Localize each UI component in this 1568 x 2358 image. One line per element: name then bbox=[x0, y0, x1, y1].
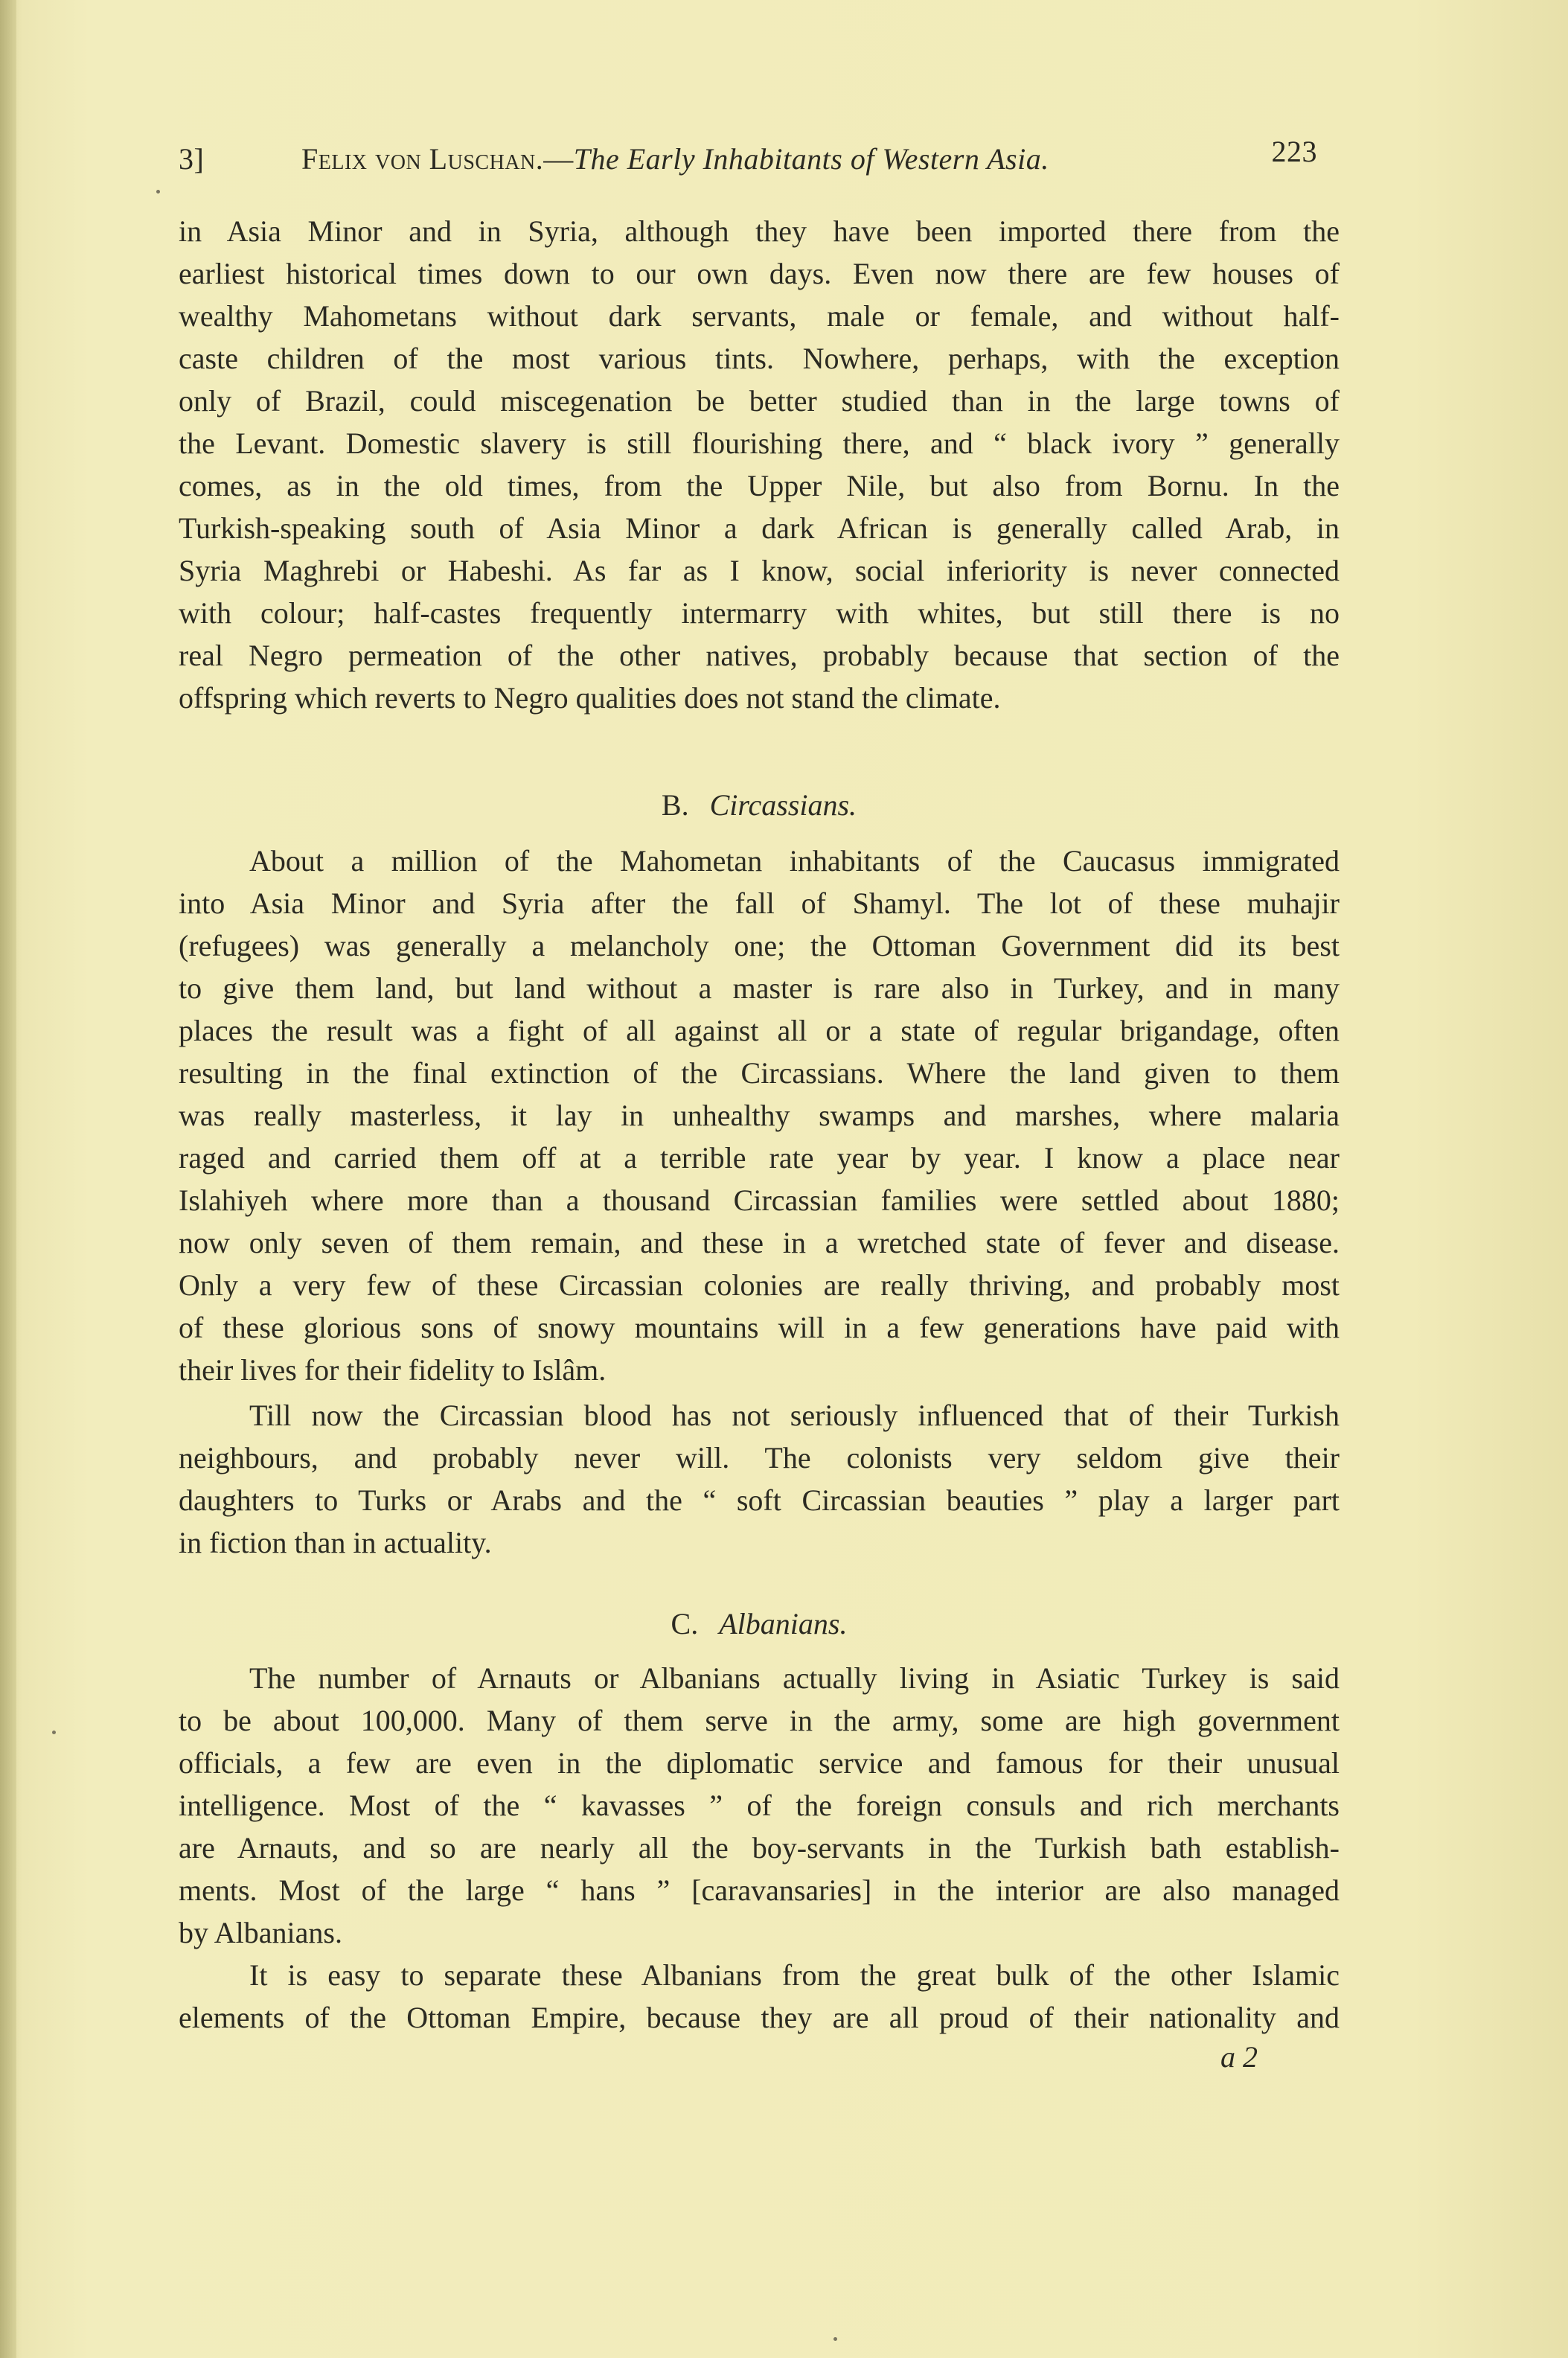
text-line: was really masterless, it lay in unhealthy swamps and marshes, where malaria bbox=[179, 1099, 1340, 1132]
page-number: 223 bbox=[1271, 135, 1317, 168]
text-line: Turkish-speaking south of Asia Minor a dark African is generally called Arab, in bbox=[179, 511, 1340, 545]
text-line: of these glorious sons of snowy mountains will in a few generations have paid with bbox=[179, 1311, 1340, 1344]
paper-speck bbox=[833, 2337, 837, 2341]
text-line: now only seven of them remain, and these in a wretched state of fever and disease. bbox=[179, 1226, 1340, 1259]
section-heading-albanians bbox=[179, 1606, 1340, 1641]
signature-mark: a 2 bbox=[1220, 2040, 1258, 2074]
text-line: It is easy to separate these Albanians from the great bulk of the other Islamic bbox=[249, 1958, 1340, 1992]
book-gutter bbox=[0, 0, 16, 2358]
text-line: officials, a few are even in the diplomatic service and famous for their unusual bbox=[179, 1746, 1340, 1780]
text-line: real Negro permeation of the other natives, probably because that section of the bbox=[179, 639, 1340, 672]
text-line: to give them land, but land without a master is rare also in Turkey, and in many bbox=[179, 971, 1340, 1005]
running-title bbox=[301, 141, 1049, 176]
paragraph-circassian-blood bbox=[179, 1394, 1340, 1564]
heading-name: Albanians. bbox=[719, 1607, 848, 1640]
text-line: Only a very few of these Circassian colonies are really thriving, and probably most bbox=[179, 1268, 1340, 1302]
text-line: ments. Most of the large “ hans ” [caravansaries] in the interior are also managed bbox=[179, 1873, 1340, 1907]
text-line: to be about 100,000. Many of them serve in the army, some are high government bbox=[179, 1704, 1340, 1737]
text-line: Islahiyeh where more than a thousand Circassian families were settled about 1880; bbox=[179, 1183, 1340, 1217]
text-line: by Albanians. bbox=[179, 1916, 342, 1949]
text-line: the Levant. Domestic slavery is still flourishing there, and “ black ivory ” generally bbox=[179, 426, 1340, 460]
text-line: only of Brazil, could miscegenation be better studied than in the large towns of bbox=[179, 384, 1340, 418]
text-line: daughters to Turks or Arabs and the “ soft Circassian beauties ” play a larger part bbox=[179, 1483, 1340, 1517]
paper-speck bbox=[52, 1731, 56, 1734]
text-line: into Asia Minor and Syria after the fall of Shamyl. The lot of these muhajir bbox=[179, 886, 1340, 920]
text-line: intelligence. Most of the “ kavasses ” of the foreign consuls and rich merchants bbox=[179, 1789, 1340, 1822]
text-line: (refugees) was generally a melancholy one; the Ottoman Government did its best bbox=[179, 929, 1340, 962]
text-line: their lives for their fidelity to Islâm. bbox=[179, 1353, 607, 1387]
text-line: Till now the Circassian blood has not seriously influenced that of their Turkish bbox=[249, 1399, 1340, 1432]
text-line: places the result was a fight of all against all or a state of regular brigandage, often bbox=[179, 1014, 1340, 1047]
text-line: offspring which reverts to Negro qualities does not stand the climate. bbox=[179, 681, 1001, 715]
author-name: Felix von Luschan.— bbox=[301, 142, 574, 176]
text-line: neighbours, and probably never will. The colonists very seldom give their bbox=[179, 1441, 1340, 1474]
text-line: raged and carried them off at a terrible rate year by year. I know a place near bbox=[179, 1141, 1340, 1175]
text-line: are Arnauts, and so are nearly all the boy-servants in the Turkish bath establish- bbox=[179, 1831, 1340, 1865]
paper-speck bbox=[156, 190, 160, 194]
text-line: elements of the Ottoman Empire, because they are all proud of their nationality and bbox=[179, 2001, 1340, 2034]
text-line: in Asia Minor and in Syria, although they have been imported there from the bbox=[179, 214, 1340, 248]
paragraph-albanian-identity bbox=[179, 1954, 1340, 2039]
text-line: resulting in the final extinction of the Circassians. Where the land given to them bbox=[179, 1056, 1340, 1090]
running-head bbox=[179, 134, 1317, 179]
paragraph-negroes bbox=[179, 210, 1340, 719]
text-line: earliest historical times down to our own days. Even now there are few houses of bbox=[179, 257, 1340, 290]
section-number: 3] bbox=[179, 142, 205, 176]
paragraph-albanians bbox=[179, 1657, 1340, 1954]
text-line: Syria Maghrebi or Habeshi. As far as I know, social inferiority is never connected bbox=[179, 554, 1340, 587]
text-line: comes, as in the old times, from the Upper Nile, but also from Bornu. In the bbox=[179, 469, 1340, 502]
heading-name: Circassians. bbox=[709, 788, 857, 822]
text-line: wealthy Mahometans without dark servants, male or female, and without half- bbox=[179, 299, 1340, 333]
text-line: in fiction than in actuality. bbox=[179, 1526, 492, 1559]
text-line: About a million of the Mahometan inhabitants of the Caucasus immigrated bbox=[249, 844, 1340, 878]
heading-letter: B. bbox=[661, 788, 689, 822]
section-heading-circassians bbox=[179, 787, 1340, 822]
article-title: The Early Inhabitants of Western Asia. bbox=[573, 142, 1049, 176]
text-line: The number of Arnauts or Albanians actually living in Asiatic Turkey is said bbox=[249, 1661, 1340, 1695]
text-line: with colour; half-castes frequently intermarry with whites, but still there is no bbox=[179, 596, 1340, 630]
text-line: caste children of the most various tints. Nowhere, perhaps, with the exception bbox=[179, 342, 1340, 375]
paragraph-circassians bbox=[179, 840, 1340, 1391]
heading-letter: C. bbox=[671, 1607, 699, 1640]
